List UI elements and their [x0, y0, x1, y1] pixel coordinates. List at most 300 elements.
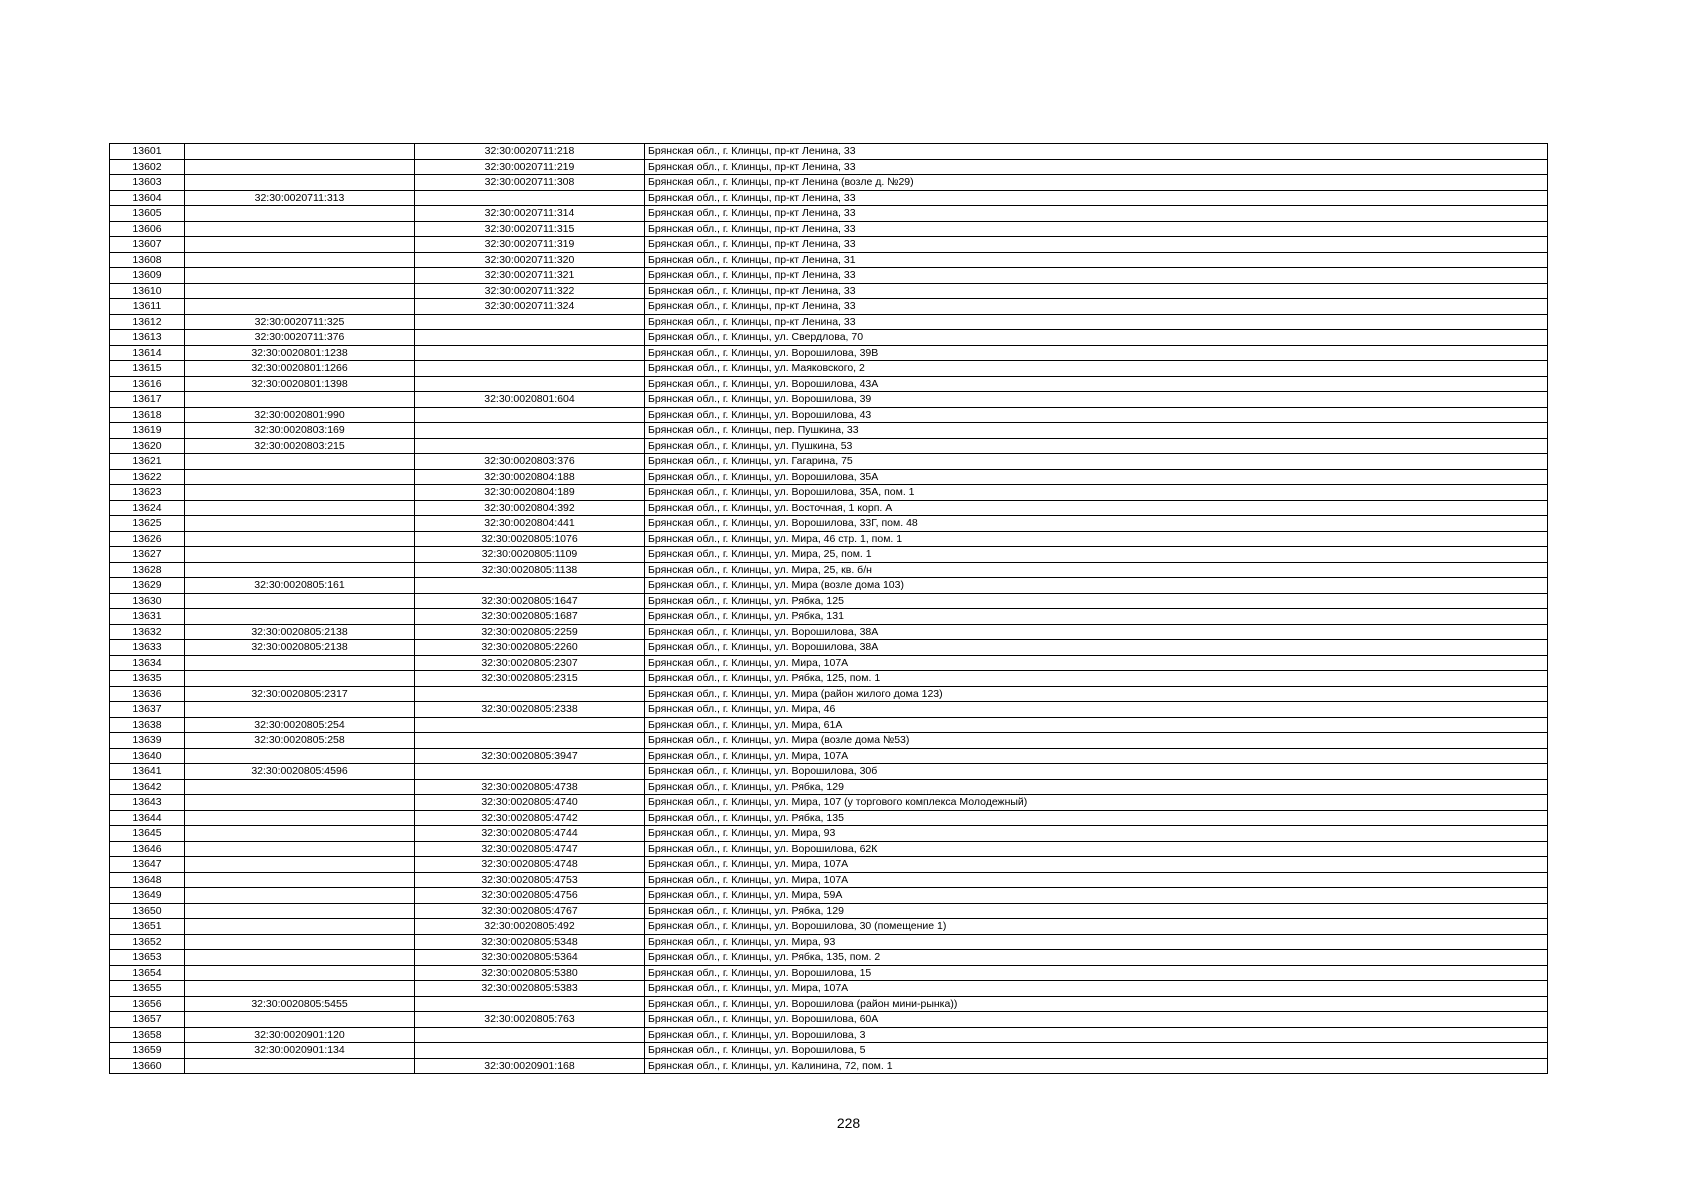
- object-cadastral-number-cell: 32:30:0020805:2315: [415, 671, 645, 687]
- table-row: [110, 686, 1548, 702]
- cadastral-number-cell: [185, 454, 415, 470]
- object-cadastral-number-cell: [415, 733, 645, 749]
- object-cadastral-number-cell: [415, 361, 645, 377]
- row-number-cell: 13660: [110, 1058, 185, 1074]
- row-number-cell: 13642: [110, 779, 185, 795]
- object-cadastral-number-cell: [415, 345, 645, 361]
- cadastral-number-cell: 32:30:0020805:254: [185, 717, 415, 733]
- row-number-cell: 13633: [110, 640, 185, 656]
- row-number-cell: 13658: [110, 1027, 185, 1043]
- table-row: [110, 578, 1548, 594]
- address-cell: Брянская обл., г. Клинцы, ул. Восточная, 1 корп. А: [645, 500, 1548, 516]
- table-row: [110, 485, 1548, 501]
- address-cell: Брянская обл., г. Клинцы, пр-кт Ленина (возле д. №29): [645, 175, 1548, 191]
- object-cadastral-number-cell: 32:30:0020805:1687: [415, 609, 645, 625]
- cadastral-number-cell: [185, 779, 415, 795]
- object-cadastral-number-cell: 32:30:0020805:4740: [415, 795, 645, 811]
- cadastral-number-cell: [185, 857, 415, 873]
- address-cell: Брянская обл., г. Клинцы, пр-кт Ленина, 33: [645, 206, 1548, 222]
- table-row: [110, 299, 1548, 315]
- cadastral-number-cell: [185, 702, 415, 718]
- object-cadastral-number-cell: 32:30:0020805:1138: [415, 562, 645, 578]
- table-row: [110, 175, 1548, 191]
- row-number-cell: 13626: [110, 531, 185, 547]
- address-cell: Брянская обл., г. Клинцы, ул. Мира, 46: [645, 702, 1548, 718]
- cadastral-number-cell: [185, 841, 415, 857]
- object-cadastral-number-cell: 32:30:0020805:5380: [415, 965, 645, 981]
- row-number-cell: 13625: [110, 516, 185, 532]
- object-cadastral-number-cell: 32:30:0020804:189: [415, 485, 645, 501]
- row-number-cell: 13601: [110, 144, 185, 160]
- table-row: [110, 221, 1548, 237]
- cadastral-number-cell: [185, 562, 415, 578]
- address-cell: Брянская обл., г. Клинцы, ул. Мира, 93: [645, 826, 1548, 842]
- table-row: [110, 1043, 1548, 1059]
- address-cell: Брянская обл., г. Клинцы, пр-кт Ленина, 31: [645, 252, 1548, 268]
- object-cadastral-number-cell: 32:30:0020805:1647: [415, 593, 645, 609]
- cadastral-number-cell: 32:30:0020801:1266: [185, 361, 415, 377]
- cadastral-number-cell: 32:30:0020803:215: [185, 438, 415, 454]
- object-cadastral-number-cell: 32:30:0020805:2260: [415, 640, 645, 656]
- address-cell: Брянская обл., г. Клинцы, ул. Рябка, 131: [645, 609, 1548, 625]
- row-number-cell: 13653: [110, 950, 185, 966]
- address-cell: Брянская обл., г. Клинцы, ул. Мира (район жилого дома 123): [645, 686, 1548, 702]
- table-row: [110, 795, 1548, 811]
- object-cadastral-number-cell: [415, 314, 645, 330]
- cadastral-number-cell: [185, 1058, 415, 1074]
- row-number-cell: 13614: [110, 345, 185, 361]
- address-cell: Брянская обл., г. Клинцы, ул. Ворошилова, 39: [645, 392, 1548, 408]
- cadastral-number-cell: [185, 826, 415, 842]
- row-number-cell: 13656: [110, 996, 185, 1012]
- page-number: 228: [836, 1115, 861, 1131]
- address-cell: Брянская обл., г. Клинцы, ул. Ворошилова, 3: [645, 1027, 1548, 1043]
- cadastral-number-cell: [185, 268, 415, 284]
- address-cell: Брянская обл., г. Клинцы, ул. Ворошилова, 43А: [645, 376, 1548, 392]
- table-row: [110, 655, 1548, 671]
- object-cadastral-number-cell: 32:30:0020805:4756: [415, 888, 645, 904]
- table-row: [110, 593, 1548, 609]
- address-cell: Брянская обл., г. Клинцы, ул. Ворошилова, 33Г, пом. 48: [645, 516, 1548, 532]
- row-number-cell: 13651: [110, 919, 185, 935]
- table-row: [110, 717, 1548, 733]
- object-cadastral-number-cell: 32:30:0020805:4748: [415, 857, 645, 873]
- address-cell: Брянская обл., г. Клинцы, ул. Ворошилова, 38А: [645, 640, 1548, 656]
- table-row: [110, 810, 1548, 826]
- address-cell: Брянская обл., г. Клинцы, ул. Рябка, 129: [645, 903, 1548, 919]
- row-number-cell: 13639: [110, 733, 185, 749]
- row-number-cell: 13636: [110, 686, 185, 702]
- address-cell: Брянская обл., г. Клинцы, ул. Ворошилова, 30б: [645, 764, 1548, 780]
- object-cadastral-number-cell: 32:30:0020711:218: [415, 144, 645, 160]
- row-number-cell: 13615: [110, 361, 185, 377]
- table-row: [110, 159, 1548, 175]
- address-cell: Брянская обл., г. Клинцы, пр-кт Ленина, 33: [645, 221, 1548, 237]
- row-number-cell: 13613: [110, 330, 185, 346]
- object-cadastral-number-cell: 32:30:0020804:392: [415, 500, 645, 516]
- registry-table: [109, 143, 1548, 1074]
- row-number-cell: 13641: [110, 764, 185, 780]
- object-cadastral-number-cell: [415, 407, 645, 423]
- cadastral-number-cell: [185, 810, 415, 826]
- address-cell: Брянская обл., г. Клинцы, ул. Мира, 25, пом. 1: [645, 547, 1548, 563]
- cadastral-number-cell: 32:30:0020801:1238: [185, 345, 415, 361]
- address-cell: Брянская обл., г. Клинцы, ул. Ворошилова, 35А: [645, 469, 1548, 485]
- object-cadastral-number-cell: 32:30:0020805:5383: [415, 981, 645, 997]
- address-cell: Брянская обл., г. Клинцы, ул. Ворошилова, 15: [645, 965, 1548, 981]
- address-cell: Брянская обл., г. Клинцы, ул. Ворошилова, 30 (помещение 1): [645, 919, 1548, 935]
- object-cadastral-number-cell: 32:30:0020803:376: [415, 454, 645, 470]
- table-row: [110, 857, 1548, 873]
- row-number-cell: 13628: [110, 562, 185, 578]
- address-cell: Брянская обл., г. Клинцы, ул. Ворошилова, 5: [645, 1043, 1548, 1059]
- row-number-cell: 13645: [110, 826, 185, 842]
- row-number-cell: 13634: [110, 655, 185, 671]
- table-row: [110, 376, 1548, 392]
- address-cell: Брянская обл., г. Клинцы, ул. Ворошилова, 35А, пом. 1: [645, 485, 1548, 501]
- address-cell: Брянская обл., г. Клинцы, ул. Ворошилова, 43: [645, 407, 1548, 423]
- row-number-cell: 13611: [110, 299, 185, 315]
- row-number-cell: 13627: [110, 547, 185, 563]
- object-cadastral-number-cell: [415, 1027, 645, 1043]
- object-cadastral-number-cell: [415, 190, 645, 206]
- cadastral-number-cell: 32:30:0020711:313: [185, 190, 415, 206]
- address-cell: Брянская обл., г. Клинцы, ул. Рябка, 129: [645, 779, 1548, 795]
- cadastral-number-cell: [185, 531, 415, 547]
- object-cadastral-number-cell: 32:30:0020711:308: [415, 175, 645, 191]
- row-number-cell: 13648: [110, 872, 185, 888]
- table-row: [110, 671, 1548, 687]
- object-cadastral-number-cell: 32:30:0020805:2259: [415, 624, 645, 640]
- row-number-cell: 13637: [110, 702, 185, 718]
- cadastral-number-cell: [185, 547, 415, 563]
- table-row: [110, 268, 1548, 284]
- address-cell: Брянская обл., г. Клинцы, ул. Ворошилова (район мини-рынка)): [645, 996, 1548, 1012]
- table-row: [110, 1058, 1548, 1074]
- table-row: [110, 748, 1548, 764]
- table-row: [110, 423, 1548, 439]
- row-number-cell: 13623: [110, 485, 185, 501]
- address-cell: Брянская обл., г. Клинцы, ул. Мира (возле дома №53): [645, 733, 1548, 749]
- cadastral-number-cell: [185, 206, 415, 222]
- table-row: [110, 516, 1548, 532]
- table-row: [110, 872, 1548, 888]
- address-cell: Брянская обл., г. Клинцы, ул. Мира, 59А: [645, 888, 1548, 904]
- object-cadastral-number-cell: [415, 376, 645, 392]
- cadastral-number-cell: [185, 965, 415, 981]
- row-number-cell: 13606: [110, 221, 185, 237]
- cadastral-number-cell: 32:30:0020711:376: [185, 330, 415, 346]
- table-row: [110, 981, 1548, 997]
- cadastral-number-cell: [185, 252, 415, 268]
- object-cadastral-number-cell: [415, 578, 645, 594]
- table-row: [110, 764, 1548, 780]
- table-row: [110, 640, 1548, 656]
- object-cadastral-number-cell: [415, 686, 645, 702]
- object-cadastral-number-cell: 32:30:0020805:4747: [415, 841, 645, 857]
- row-number-cell: 13659: [110, 1043, 185, 1059]
- row-number-cell: 13603: [110, 175, 185, 191]
- object-cadastral-number-cell: 32:30:0020805:4767: [415, 903, 645, 919]
- address-cell: Брянская обл., г. Клинцы, ул. Мира (возле дома 103): [645, 578, 1548, 594]
- cadastral-number-cell: [185, 221, 415, 237]
- row-number-cell: 13604: [110, 190, 185, 206]
- address-cell: Брянская обл., г. Клинцы, пр-кт Ленина, 33: [645, 237, 1548, 253]
- cadastral-number-cell: [185, 593, 415, 609]
- address-cell: Брянская обл., г. Клинцы, ул. Мира, 25, кв. б/н: [645, 562, 1548, 578]
- table-row: [110, 903, 1548, 919]
- cadastral-number-cell: [185, 469, 415, 485]
- table-row: [110, 562, 1548, 578]
- table-row: [110, 345, 1548, 361]
- row-number-cell: 13624: [110, 500, 185, 516]
- cadastral-number-cell: 32:30:0020805:2317: [185, 686, 415, 702]
- cadastral-number-cell: [185, 981, 415, 997]
- object-cadastral-number-cell: [415, 423, 645, 439]
- cadastral-number-cell: [185, 237, 415, 253]
- address-cell: Брянская обл., г. Клинцы, ул. Мира, 107А: [645, 655, 1548, 671]
- table-row: [110, 950, 1548, 966]
- object-cadastral-number-cell: 32:30:0020801:604: [415, 392, 645, 408]
- table-row: [110, 500, 1548, 516]
- table-row: [110, 624, 1548, 640]
- cadastral-number-cell: [185, 175, 415, 191]
- row-number-cell: 13657: [110, 1012, 185, 1028]
- object-cadastral-number-cell: [415, 438, 645, 454]
- address-cell: Брянская обл., г. Клинцы, пр-кт Ленина, 33: [645, 283, 1548, 299]
- address-cell: Брянская обл., г. Клинцы, ул. Рябка, 135, пом. 2: [645, 950, 1548, 966]
- address-cell: Брянская обл., г. Клинцы, ул. Мира, 107А: [645, 748, 1548, 764]
- object-cadastral-number-cell: 32:30:0020805:2307: [415, 655, 645, 671]
- row-number-cell: 13612: [110, 314, 185, 330]
- object-cadastral-number-cell: 32:30:0020711:324: [415, 299, 645, 315]
- cadastral-number-cell: [185, 872, 415, 888]
- cadastral-number-cell: [185, 485, 415, 501]
- address-cell: Брянская обл., г. Клинцы, пр-кт Ленина, 33: [645, 314, 1548, 330]
- row-number-cell: 13607: [110, 237, 185, 253]
- cadastral-number-cell: [185, 609, 415, 625]
- table-row: [110, 531, 1548, 547]
- table-row: [110, 779, 1548, 795]
- object-cadastral-number-cell: 32:30:0020804:441: [415, 516, 645, 532]
- row-number-cell: 13644: [110, 810, 185, 826]
- row-number-cell: 13650: [110, 903, 185, 919]
- object-cadastral-number-cell: 32:30:0020901:168: [415, 1058, 645, 1074]
- cadastral-number-cell: 32:30:0020805:2138: [185, 624, 415, 640]
- row-number-cell: 13621: [110, 454, 185, 470]
- registry-table-body: [110, 144, 1548, 1074]
- row-number-cell: 13643: [110, 795, 185, 811]
- cadastral-number-cell: 32:30:0020805:4596: [185, 764, 415, 780]
- table-row: [110, 469, 1548, 485]
- address-cell: Брянская обл., г. Клинцы, пр-кт Ленина, 33: [645, 299, 1548, 315]
- object-cadastral-number-cell: [415, 330, 645, 346]
- row-number-cell: 13616: [110, 376, 185, 392]
- cadastral-number-cell: [185, 919, 415, 935]
- row-number-cell: 13635: [110, 671, 185, 687]
- row-number-cell: 13619: [110, 423, 185, 439]
- cadastral-number-cell: 32:30:0020801:990: [185, 407, 415, 423]
- table-row: [110, 702, 1548, 718]
- row-number-cell: 13638: [110, 717, 185, 733]
- table-row: [110, 438, 1548, 454]
- object-cadastral-number-cell: 32:30:0020805:763: [415, 1012, 645, 1028]
- object-cadastral-number-cell: [415, 996, 645, 1012]
- table-row: [110, 206, 1548, 222]
- cadastral-number-cell: [185, 1012, 415, 1028]
- row-number-cell: 13617: [110, 392, 185, 408]
- cadastral-number-cell: 32:30:0020805:2138: [185, 640, 415, 656]
- row-number-cell: 13640: [110, 748, 185, 764]
- row-number-cell: 13649: [110, 888, 185, 904]
- cadastral-number-cell: [185, 144, 415, 160]
- row-number-cell: 13602: [110, 159, 185, 175]
- row-number-cell: 13618: [110, 407, 185, 423]
- address-cell: Брянская обл., г. Клинцы, ул. Мира, 107А: [645, 872, 1548, 888]
- object-cadastral-number-cell: 32:30:0020711:320: [415, 252, 645, 268]
- address-cell: Брянская обл., г. Клинцы, пр-кт Ленина, 33: [645, 268, 1548, 284]
- row-number-cell: 13647: [110, 857, 185, 873]
- address-cell: Брянская обл., г. Клинцы, ул. Ворошилова, 62К: [645, 841, 1548, 857]
- table-row: [110, 144, 1548, 160]
- cadastral-number-cell: [185, 950, 415, 966]
- address-cell: Брянская обл., г. Клинцы, ул. Мира, 61А: [645, 717, 1548, 733]
- table-row: [110, 392, 1548, 408]
- table-row: [110, 609, 1548, 625]
- row-number-cell: 13622: [110, 469, 185, 485]
- row-number-cell: 13620: [110, 438, 185, 454]
- object-cadastral-number-cell: 32:30:0020711:315: [415, 221, 645, 237]
- object-cadastral-number-cell: 32:30:0020711:321: [415, 268, 645, 284]
- address-cell: Брянская обл., г. Клинцы, ул. Мира, 46 стр. 1, пом. 1: [645, 531, 1548, 547]
- address-cell: Брянская обл., г. Клинцы, пер. Пушкина, 33: [645, 423, 1548, 439]
- object-cadastral-number-cell: 32:30:0020805:4742: [415, 810, 645, 826]
- cadastral-number-cell: [185, 500, 415, 516]
- address-cell: Брянская обл., г. Клинцы, ул. Калинина, 72, пом. 1: [645, 1058, 1548, 1074]
- cadastral-number-cell: [185, 516, 415, 532]
- cadastral-number-cell: [185, 392, 415, 408]
- cadastral-number-cell: 32:30:0020801:1398: [185, 376, 415, 392]
- object-cadastral-number-cell: 32:30:0020805:4738: [415, 779, 645, 795]
- cadastral-number-cell: 32:30:0020901:120: [185, 1027, 415, 1043]
- row-number-cell: 13608: [110, 252, 185, 268]
- address-cell: Брянская обл., г. Клинцы, ул. Рябка, 135: [645, 810, 1548, 826]
- table-row: [110, 919, 1548, 935]
- object-cadastral-number-cell: 32:30:0020805:5348: [415, 934, 645, 950]
- table-row: [110, 190, 1548, 206]
- table-row: [110, 934, 1548, 950]
- address-cell: Брянская обл., г. Клинцы, ул. Ворошилова, 38А: [645, 624, 1548, 640]
- row-number-cell: 13605: [110, 206, 185, 222]
- object-cadastral-number-cell: [415, 764, 645, 780]
- address-cell: Брянская обл., г. Клинцы, ул. Мира, 107А: [645, 981, 1548, 997]
- address-cell: Брянская обл., г. Клинцы, ул. Рябка, 125, пом. 1: [645, 671, 1548, 687]
- cadastral-number-cell: 32:30:0020803:169: [185, 423, 415, 439]
- object-cadastral-number-cell: 32:30:0020711:219: [415, 159, 645, 175]
- object-cadastral-number-cell: 32:30:0020805:4753: [415, 872, 645, 888]
- cadastral-number-cell: 32:30:0020901:134: [185, 1043, 415, 1059]
- row-number-cell: 13609: [110, 268, 185, 284]
- cadastral-number-cell: [185, 159, 415, 175]
- table-row: [110, 1012, 1548, 1028]
- table-row: [110, 237, 1548, 253]
- row-number-cell: 13630: [110, 593, 185, 609]
- object-cadastral-number-cell: 32:30:0020805:5364: [415, 950, 645, 966]
- address-cell: Брянская обл., г. Клинцы, ул. Мира, 107 (у торгового комплекса Молодежный): [645, 795, 1548, 811]
- object-cadastral-number-cell: 32:30:0020805:2338: [415, 702, 645, 718]
- object-cadastral-number-cell: [415, 1043, 645, 1059]
- table-row: [110, 314, 1548, 330]
- row-number-cell: 13652: [110, 934, 185, 950]
- cadastral-number-cell: 32:30:0020805:161: [185, 578, 415, 594]
- object-cadastral-number-cell: [415, 717, 645, 733]
- cadastral-number-cell: [185, 299, 415, 315]
- address-cell: Брянская обл., г. Клинцы, ул. Пушкина, 53: [645, 438, 1548, 454]
- table-row: [110, 330, 1548, 346]
- address-cell: Брянская обл., г. Клинцы, ул. Рябка, 125: [645, 593, 1548, 609]
- table-row: [110, 965, 1548, 981]
- row-number-cell: 13610: [110, 283, 185, 299]
- table-row: [110, 454, 1548, 470]
- table-row: [110, 733, 1548, 749]
- object-cadastral-number-cell: 32:30:0020805:3947: [415, 748, 645, 764]
- row-number-cell: 13631: [110, 609, 185, 625]
- address-cell: Брянская обл., г. Клинцы, ул. Ворошилова, 60А: [645, 1012, 1548, 1028]
- table-row: [110, 996, 1548, 1012]
- cadastral-number-cell: [185, 888, 415, 904]
- address-cell: Брянская обл., г. Клинцы, ул. Гагарина, 75: [645, 454, 1548, 470]
- row-number-cell: 13632: [110, 624, 185, 640]
- row-number-cell: 13646: [110, 841, 185, 857]
- table-row: [110, 547, 1548, 563]
- object-cadastral-number-cell: 32:30:0020711:322: [415, 283, 645, 299]
- address-cell: Брянская обл., г. Клинцы, ул. Ворошилова, 39В: [645, 345, 1548, 361]
- table-row: [110, 252, 1548, 268]
- row-number-cell: 13655: [110, 981, 185, 997]
- table-row: [110, 283, 1548, 299]
- address-cell: Брянская обл., г. Клинцы, пр-кт Ленина, 33: [645, 190, 1548, 206]
- table-row: [110, 888, 1548, 904]
- table-row: [110, 841, 1548, 857]
- cadastral-number-cell: 32:30:0020711:325: [185, 314, 415, 330]
- row-number-cell: 13654: [110, 965, 185, 981]
- address-cell: Брянская обл., г. Клинцы, пр-кт Ленина, 33: [645, 144, 1548, 160]
- object-cadastral-number-cell: 32:30:0020711:314: [415, 206, 645, 222]
- object-cadastral-number-cell: 32:30:0020711:319: [415, 237, 645, 253]
- object-cadastral-number-cell: 32:30:0020804:188: [415, 469, 645, 485]
- cadastral-number-cell: [185, 903, 415, 919]
- cadastral-number-cell: [185, 671, 415, 687]
- table-row: [110, 407, 1548, 423]
- object-cadastral-number-cell: 32:30:0020805:4744: [415, 826, 645, 842]
- cadastral-number-cell: [185, 283, 415, 299]
- cadastral-number-cell: 32:30:0020805:5455: [185, 996, 415, 1012]
- cadastral-number-cell: [185, 655, 415, 671]
- address-cell: Брянская обл., г. Клинцы, ул. Мира, 107А: [645, 857, 1548, 873]
- address-cell: Брянская обл., г. Клинцы, ул. Мира, 93: [645, 934, 1548, 950]
- address-cell: Брянская обл., г. Клинцы, ул. Маяковского, 2: [645, 361, 1548, 377]
- cadastral-number-cell: 32:30:0020805:258: [185, 733, 415, 749]
- row-number-cell: 13629: [110, 578, 185, 594]
- object-cadastral-number-cell: 32:30:0020805:1076: [415, 531, 645, 547]
- table-row: [110, 361, 1548, 377]
- object-cadastral-number-cell: 32:30:0020805:1109: [415, 547, 645, 563]
- address-cell: Брянская обл., г. Клинцы, ул. Свердлова, 70: [645, 330, 1548, 346]
- cadastral-number-cell: [185, 795, 415, 811]
- cadastral-number-cell: [185, 934, 415, 950]
- cadastral-number-cell: [185, 748, 415, 764]
- address-cell: Брянская обл., г. Клинцы, пр-кт Ленина, 33: [645, 159, 1548, 175]
